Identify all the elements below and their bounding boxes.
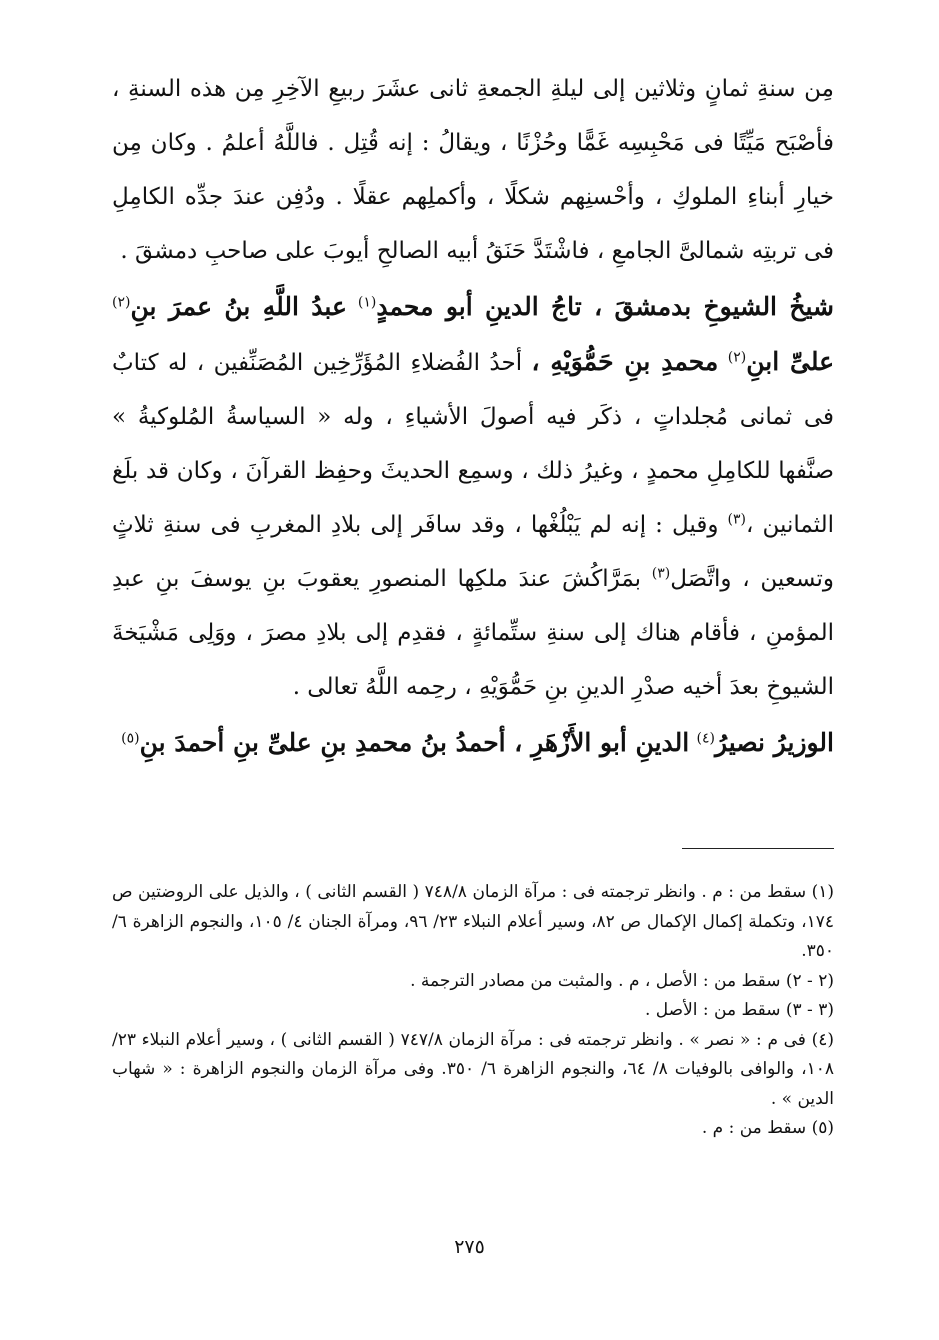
- entry-heading: شيخُ الشيوخِ بدمشقَ ، تاجُ الدينِ أبو محمدٍ: [376, 292, 834, 321]
- footnote: (٣ - ٣) سقط من : الأصل .: [644, 1000, 834, 1020]
- entry-text: بمَرَّاكُشَ عندَ ملكِها المنصورِ يعقوبَ بنِ يوسفَ بنِ عبدِ المؤمنِ ، فأقام هناك إلى سنةِ ستِّمائةٍ ، فقدِم إلى بلادِ مصرَ ، ووَلِى مَشْيَخةَ الشيوخِ بعدَ أخيه صدْرِ الدينِ بنِ حَمُّوَيْهِ ، رحِمه اللَّهُ تعالى .: [112, 566, 834, 700]
- paragraph: مِن سنةِ ثمانٍ وثلاثين إلى ليلةِ الجمعةِ ثانى عشَرَ ربيعِ الآخِرِ مِن هذه السنةِ ، فأصْبَح مَيِّتًا فى مَحْبِسِه غَمًّا وحُزْنًا ، ويقالُ : إنه قُتِل . فاللَّهُ أعلمُ . وكان مِن خيارِ أبناءِ الملوكِ ، وأحْسنِهم شكلًا ، وأكملِهم عقلًا . ودُفِن عندَ جدِّه الكامِلِ فى تربتِه شمالىَّ الجامعِ ، فاشْتَدَّ حَنَقُ أبيه الصالحِ أيوبَ على صاحبِ دمشقَ .: [112, 76, 834, 264]
- entry-name: محمدِ بنِ حَمُّوَيْهِ ،: [531, 347, 719, 376]
- footnote: (٥) سقط من : م .: [701, 1118, 834, 1138]
- main-text: [112, 62, 834, 771]
- footnote-marker: (٣): [727, 511, 747, 528]
- footnote-marker: (٢): [727, 349, 747, 366]
- entry-text: أحدُ الفُضلاءِ المُؤَرِّخِين المُصَنِّفين ، له كتابٌ فى ثمانى مُجلداتٍ ، ذكَر فيه أصولَ الأشياءِ ، وله « السياسةُ المُلوكيةُ » صنَّفها للكامِلِ محمدٍ ، وغيرُ ذلك ، وسمِع الحديثَ وحفِظ القرآنَ ، وكان قد بلَغ الثمانين ،: [112, 350, 835, 538]
- entry-heading: الدينِ أبو الأَزْهَرِ ، أحمدُ بنُ محمدِ بنِ علىِّ بنِ أحمدَ بنِ: [139, 728, 690, 757]
- footnote-marker: (٣): [651, 565, 671, 582]
- footnote: (١) سقط من : م . وانظر ترجمته فى : مرآة الزمان ٧٤٨/٨ ( القسم الثانى ) ، والذيل على الروضتين ص ١٧٤، وتكملة إكمال الإكمال ص ٨٢، وسير أعلام النبلاء ٢٣/ ٩٦، ومرآة الجنان ٤/ ١٠٥، والنجوم الزاهرة ٦/ ٣٥٠.: [112, 882, 834, 961]
- footnote: (٢ - ٢) سقط من : الأصل ، م . والمثبت من مصادر الترجمة .: [410, 970, 834, 991]
- entry-name: علىِّ ابنِ: [746, 347, 835, 376]
- page-number: ٢٧٥: [454, 1236, 485, 1258]
- entry-text: وقيل : إنه لم يَبْلُغْها ، وقد سافَر إلى بلادِ المغربِ فى سنةِ ثلاثٍ وتسعين ، واتَّصَل: [112, 512, 834, 592]
- biography-entry: [112, 280, 834, 714]
- footnote: (٤) فى م : « نصر » . وانظر ترجمته فى : مرآة الزمان ٧٤٧/٨ ( القسم الثانى ) ، وسير أعلام النبلاء ٢٣/ ١٠٨، والوافى بالوفيات ٨/ ٦٤، والنجوم الزاهرة ٦/ ٣٥٠. وفى مرآة الزمان والنجوم الزاهرة : « شهاب الدين » .: [112, 1029, 835, 1109]
- footnote-marker: (٢): [112, 294, 131, 311]
- footnote-marker: (٤): [696, 730, 716, 747]
- entry-name: عبدُ اللَّهِ بنُ عمرَ بنِ: [130, 292, 347, 321]
- footnote-marker: (١): [357, 294, 377, 311]
- biography-entry: [112, 716, 834, 771]
- footnote-divider: [682, 848, 834, 849]
- footnotes: [112, 878, 834, 1144]
- entry-heading: الوزيرُ نصيرُ: [715, 728, 834, 757]
- footnote-marker: (٥): [121, 730, 140, 747]
